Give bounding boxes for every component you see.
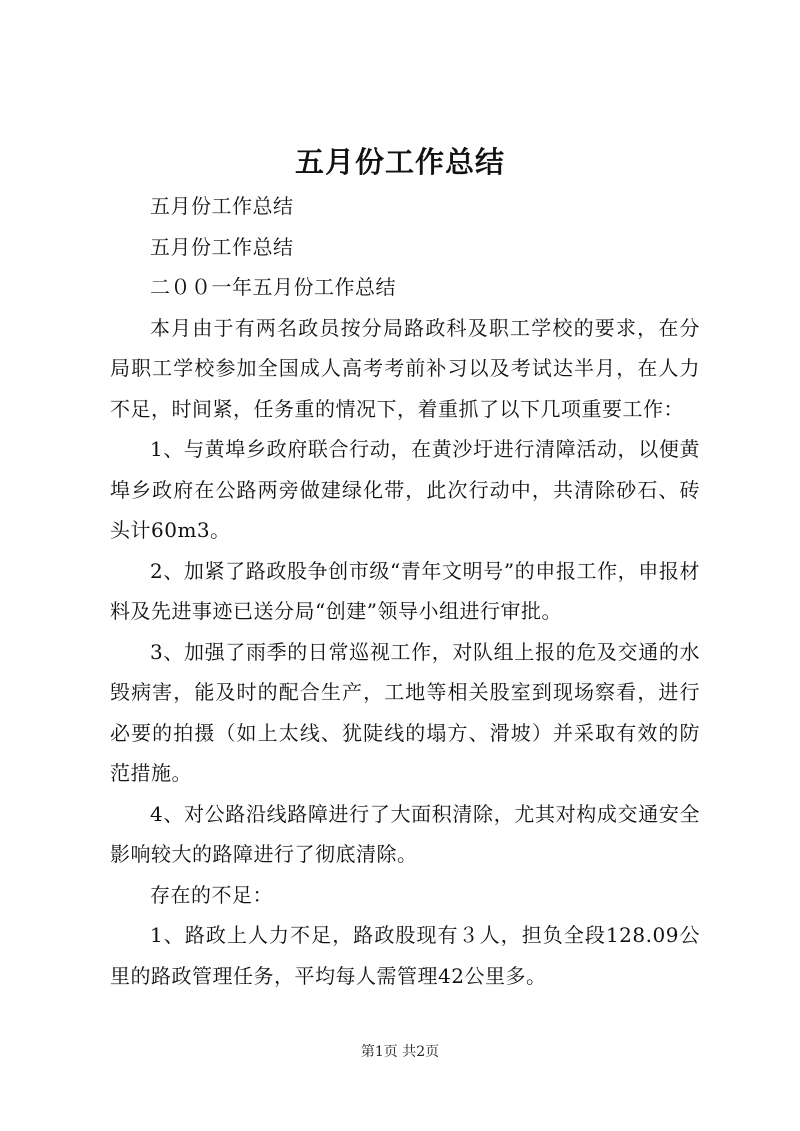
paragraph-heading-1: 五月份工作总结: [150, 194, 294, 218]
document-body: [110, 186, 700, 996]
paragraph-item-4: 4、对公路沿线路障进行了大面积清除，尤其对构成交通安全影响较大的路障进行了彻底清除。: [110, 801, 700, 866]
paragraph-intro: 本月由于有两名政员按分局路政科及职工学校的要求，在分局职工学校参加全国成人高考考前补习以及考试达半月，在人力不足，时间紧，任务重的情况下，着重抓了以下几项重要工作：: [110, 315, 700, 421]
paragraph-item-1: 1、与黄埠乡政府联合行动，在黄沙圩进行清障活动，以便黄埠乡政府在公路两旁做建绿化带，此次行动中，共清除砂石、砖头计60m3。: [110, 437, 700, 542]
document-title: 五月份工作总结: [294, 145, 505, 179]
paragraph-heading-2: 五月份工作总结: [150, 234, 294, 259]
paragraph-shortcoming-1: 1、路政上人力不足，路政股现有３人，担负全段128.09公里的路政管理任务，平均每人需管理42公里多。: [110, 923, 700, 988]
paragraph-item-3: 3、加强了雨季的日常巡视工作，对队组上报的危及交通的水毁病害，能及时的配合生产，工地等相关股室到现场察看，进行必要的拍摄（如上太线、犹陡线的塌方、滑坡）并采取有效的防范措施。: [110, 639, 700, 785]
page-footer: 第1页 共2页: [360, 1044, 440, 1060]
paragraph-item-2: 2、加紧了路政股争创市级“青年文明号”的申报工作，申报材料及先进事迹已送分局“创建”领导小组进行审批。: [110, 558, 700, 623]
paragraph-shortcomings-heading: 存在的不足：: [150, 882, 273, 907]
paragraph-heading-3: 二００一年五月份工作总结: [150, 275, 396, 299]
